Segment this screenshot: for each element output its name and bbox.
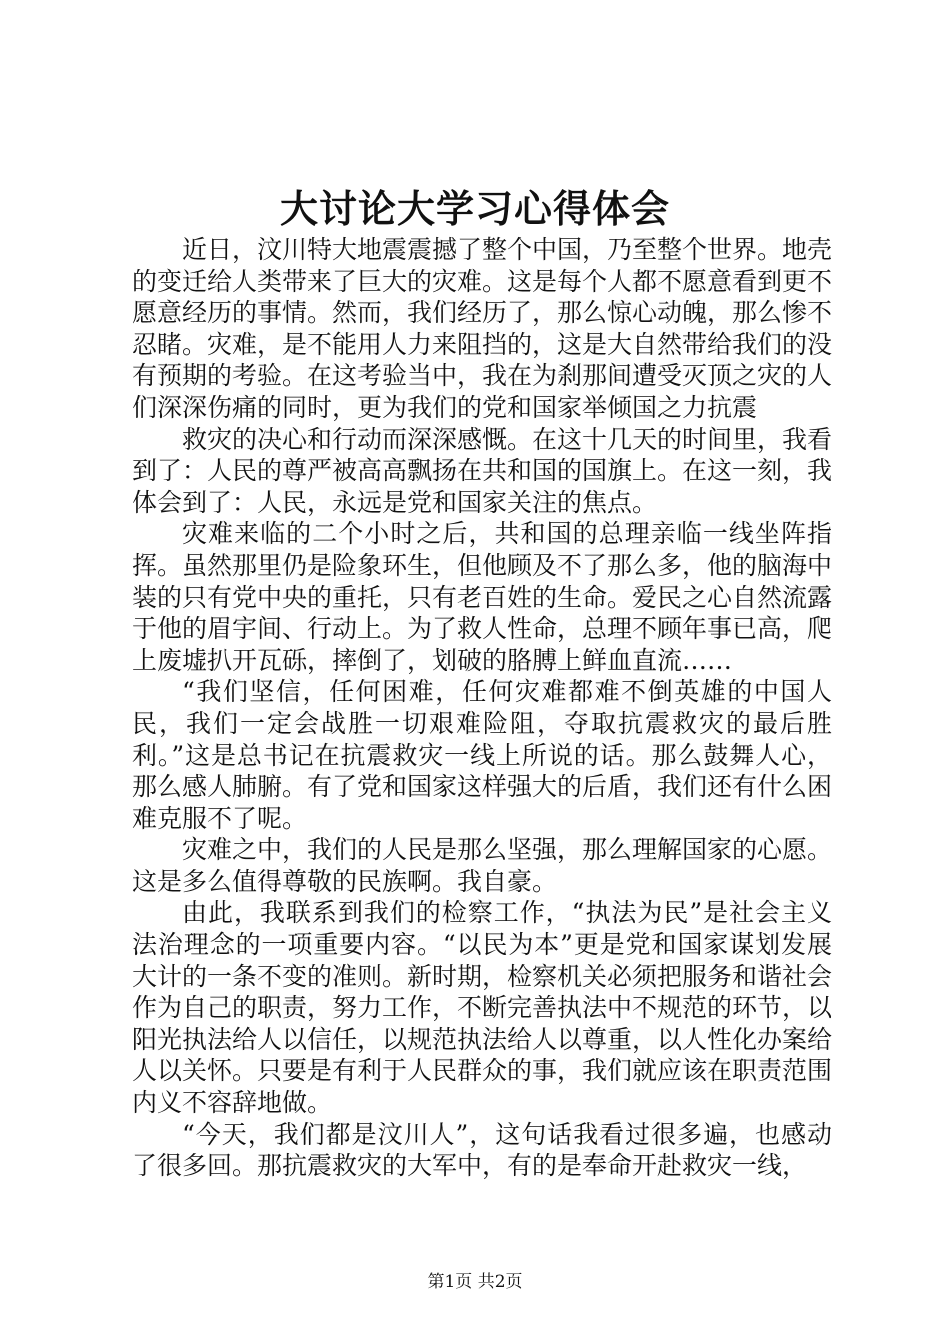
paragraph: 近日，汶川特大地震震撼了整个中国，乃至整个世界。地壳的变迁给人类带来了巨大的灾难。这是每个人都不愿意看到更不愿意经历的事情。然而，我们经历了，那么惊心动魄，那么惨不忍睹。灾难，是不能用人力来阻挡的，这是大自然带给我们的没有预期的考验。在这考验当中，我在为刹那间遭受灭顶之灾的人们深深伤痛的同时，更为我们的党和国家举倾国之力抗震 xyxy=(132,235,833,422)
document-body xyxy=(132,234,832,1182)
paragraph: 由此，我联系到我们的检察工作，“执法为民”是社会主义法治理念的一项重要内容。“以民为本”更是党和国家谋划发展大计的一条不变的准则。新时期，检察机关必须把服务和谐社会作为自己的职责，努力工作，不断完善执法中不规范的环节，以阳光执法给人以信任，以规范执法给人以尊重，以人性化办案给人以关怀。只要是有利于人民群众的事，我们就应该在职责范围内义不容辞地做。 xyxy=(132,898,833,1118)
paragraph: 灾难之中，我们的人民是那么坚强，那么理解国家的心愿。这是多么值得尊敬的民族啊。我自豪。 xyxy=(132,835,833,896)
paragraph: 灾难来临的二个小时之后，共和国的总理亲临一线坐阵指挥。虽然那里仍是险象环生，但他顾及不了那么多，他的脑海中装的只有党中央的重托，只有老百姓的生命。爱民之心自然流露于他的眉宇间、行动上。为了救人性命，总理不顾年事已高，爬上废墟扒开瓦砾，摔倒了，划破的胳膊上鲜血直流…… xyxy=(132,519,833,675)
page-title: 大讨论大学习心得体会 xyxy=(279,186,670,231)
paragraph: 救灾的决心和行动而深深感慨。在这十几天的时间里，我看到了：人民的尊严被高高飘扬在共和国的国旗上。在这一刻，我体会到了：人民，永远是党和国家关注的焦点。 xyxy=(132,424,833,517)
paragraph: “今天，我们都是汶川人”，这句话我看过很多遍，也感动了很多回。那抗震救灾的大军中，有的是奉命开赴救灾一线， xyxy=(132,1119,832,1181)
paragraph: “我们坚信，任何困难，任何灾难都难不倒英雄的中国人民，我们一定会战胜一切艰难险阻，夺取抗震救灾的最后胜利。”这是总书记在抗震救灾一线上所说的话。那么鼓舞人心，那么感人肺腑。有了党和国家这样强大的后盾，我们还有什么困难克服不了呢。 xyxy=(132,677,833,833)
page-number-footer: 第1页 共2页 xyxy=(427,1272,523,1292)
